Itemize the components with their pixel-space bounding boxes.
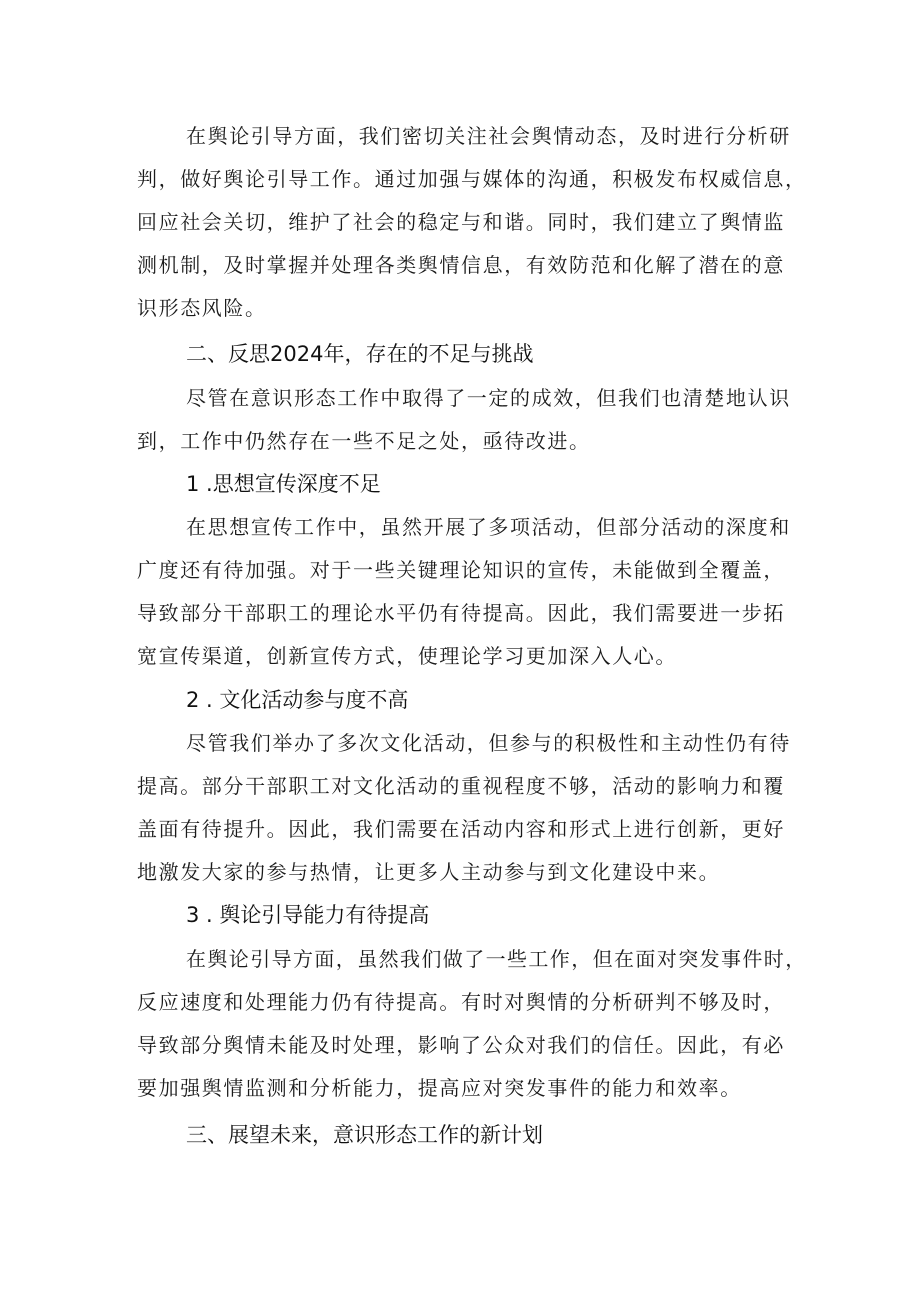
section-3-heading: 三、展望未来，意识形态工作的新计划 [186,1123,543,1147]
paragraph-1-line-1: 在舆论引导方面，我们密切关注社会舆情动态，及时进行分析研 [186,124,791,148]
paragraph-3-line-2: 广度还有待加强。对于一些关键理论知识的宣传，未能做到全覆盖， [137,558,785,582]
paragraph-5-line-1: 在舆论引导方面，虽然我们做了一些工作，但在面对突发事件时， [186,947,807,971]
subheading-2: 2 . 文化活动参与度不高 [186,688,409,712]
subheading-3: 3 . 舆论引导能力有待提高 [186,903,430,927]
paragraph-1-line-5: 识形态风险。 [137,296,267,320]
paragraph-2-line-2: 到，工作中仍然存在一些不足之处，亟待改进。 [137,429,591,453]
paragraph-3-line-1: 在思想宣传工作中，虽然开展了多项活动，但部分活动的深度和 [186,515,791,539]
paragraph-3-line-4: 宽宣传渠道，创新宣传方式，使理论学习更加深入人心。 [137,644,677,668]
paragraph-1-line-2: 判，做好舆论引导工作。通过加强与媒体的沟通，积极发布权威信息， [137,167,807,191]
paragraph-5-line-3: 导致部分舆情未能及时处理，影响了公众对我们的信任。因此，有必 [137,1033,785,1057]
subheading-1: 1 .思想宣传深度不足 [186,472,381,496]
paragraph-3-line-3: 导致部分干部职工的理论水平仍有待提高。因此，我们需要进一步拓 [137,601,785,625]
paragraph-4-line-1: 尽管我们举办了多次文化活动，但参与的积极性和主动性仍有待 [186,731,791,755]
paragraph-5-line-2: 反应速度和处理能力仍有待提高。有时对舆情的分析研判不够及时， [137,990,785,1014]
paragraph-4-line-3: 盖面有待提升。因此，我们需要在活动内容和形式上进行创新，更好 [137,817,785,841]
section-2-heading: 二、反思2024年，存在的不足与挑战 [186,342,534,366]
paragraph-2-line-1: 尽管在意识形态工作中取得了一定的成效，但我们也清楚地认识 [186,386,791,410]
paragraph-5-line-4: 要加强舆情监测和分析能力，提高应对突发事件的能力和效率。 [137,1076,742,1100]
paragraph-4-line-4: 地激发大家的参与热情，让更多人主动参与到文化建设中来。 [137,860,721,884]
paragraph-1-line-3: 回应社会关切，维护了社会的稳定与和谐。同时，我们建立了舆情监 [137,210,785,234]
paragraph-1-line-4: 测机制，及时掌握并处理各类舆情信息，有效防范和化解了潜在的意 [137,253,785,277]
paragraph-4-line-2: 提高。部分干部职工对文化活动的重视程度不够，活动的影响力和覆 [137,774,785,798]
